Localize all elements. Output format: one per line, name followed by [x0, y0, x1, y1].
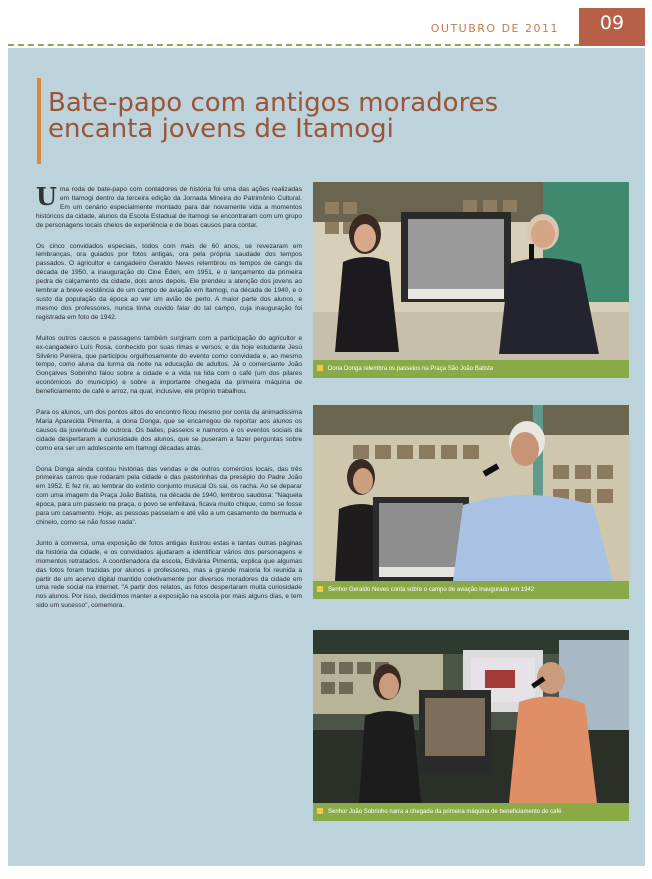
page-header [8, 8, 645, 48]
paragraph-1: Uma roda de bate-papo com contadores de história foi uma das ações realizadas em Itamogi dentro da terceira edição da Jornada Mineira do Patrimônio Cultural. Em um cenário especialmente montado para dar novamente vida a momentos históricos da cidade, alunos da Escola Estadual de Itamogi se encontraram com um grupo de personagens locais cheios de experiência e de boas causos para contar. [36, 182, 302, 229]
paragraph-2: Os cinco convidados especiais, todos com mais de 60 anos, se revezaram em lembranças, ora guiados por fotos antigas, ora pela própria saudade dos tempos passados. O agricultor e cangadeiro Geraldo Neves relembrou os tempos de cangs da década de 1950, a inauguração do Cine Éden, em 1951, e o lançamento da primeira pedra de calçamento da cidade, dois anos depois. Ele prendeu a atenção dos jovens ao lembrar a breve existência de um campo de aviação em Itamogi, na década de 1940, e o susto da população da época ao ver um avião de perto. A maior parte dos alunos, e mesmo dos professores, nunca tinha ouvido falar do tal campo, cuja inauguração foi registrada em foto de 1942. [36, 242, 302, 321]
header-dashed-rule [8, 44, 580, 46]
paragraph-3: Muitos outros causos e passagens também surgiram com a participação do agricultor e ex-cangadeiro Luís Rosa, conhecido por suas rimas e versos; e da hoje estudante Jesú Silvério Pereira, que participou orgulhosamente do evento como convidada e, ao mesmo tempo, como aluna da turma da noite na educação de adultos. Já o comerciante João Gonçalves Sobrinho falou sobre a cidade e a vida na lida com o café (um dos pilares econômicos do município) e sobre a importante chegada da primeira máquina de beneficiamento de café e arroz, na qual, inclusive, ele próprio trabalhou. [36, 334, 302, 396]
paragraph-6: Junto à conversa, uma exposição de fotos antigas ilustrou estas e tantas outras páginas da história da cidade, e os convidados ajudaram a identificar vários dos personagens e momentos retratados. A coordenadora da escola, Edivânia Pimenta, explica que algumas das fotos foram trazidas por alunos e professores, mas a grande maioria foi reunida a partir de um acervo digital mantido coletivamente por diversos moradores da cidade em uma rede social na internet. "A partir dos relatos, as fotos despertaram muita curiosidade nos alunos. Por isso, decidimos manter a exposição na escola por mais alguns dias, e tem sido um sucesso", comemora. [36, 539, 302, 610]
photo-dona-donga [313, 182, 629, 360]
page-number: 09 [579, 8, 645, 46]
caption-bullet-icon [317, 586, 323, 592]
magazine-page [8, 8, 645, 866]
photo-joao-sobrinho [313, 630, 629, 803]
photo-geraldo-neves [313, 405, 629, 581]
photo-1-illustration [313, 182, 629, 360]
drop-cap: U [36, 182, 57, 211]
issue-date: OUTUBRO DE 2011 [430, 22, 559, 35]
caption-bullet-icon [317, 365, 323, 371]
photo-3-caption: Senhor João Sobrinho narra a chegada da primeira máquina de beneficiamento de café [313, 803, 629, 821]
photo-3-illustration [313, 630, 629, 803]
photo-2-illustration [313, 405, 629, 581]
article-headline: Bate-papo com antigos moradores encanta jovens de Itamogi [48, 88, 499, 144]
headline-accent-bar [37, 78, 41, 164]
photo-1-caption: Dona Donga relembra os passeios na Praça São João Batista [313, 360, 629, 378]
paragraph-4: Para os alunos, um dos pontos altos do encontro ficou mesmo por conta da animadíssima Maria Aparecida Pimenta, a dona Donga, que se encarregou de reportar aos alunos os causos da juventude de outrora. Os bailes, passeios e namoros e os eventos sociais da cidade despertaram a curiosidade dos alunos, que se puseram a fazer perguntas sobre como era ser um adolescente em Itamogi décadas atrás. [36, 409, 302, 452]
paragraph-5: Dona Donga ainda contou histórias das vendas e de outros comércios locais, das três primeiras carros que rodaram pela cidade e das pastorinhas da presépio do Padre João em 1952. E fez rir, ao lembrar do extinto conjunto musical Os sai, os racha. Ao se deparar com uma imagem da Praça João Batista, na década de 1940, lembrou saudosa: "Naquela época, para um passeio na praça, o povo se enfeitava, ficava muito chique, como se fosse para um casamento. Hoje, as pessoas passeiam e até vão a um casamento de bermuda e chinelo, como se não fosse nada". [36, 465, 302, 526]
caption-bullet-icon [317, 808, 323, 814]
photo-2-caption: Senhor Geraldo Neves conta sobre o campo de aviação inaugurado em 1942 [313, 581, 629, 599]
article-body [36, 182, 302, 623]
